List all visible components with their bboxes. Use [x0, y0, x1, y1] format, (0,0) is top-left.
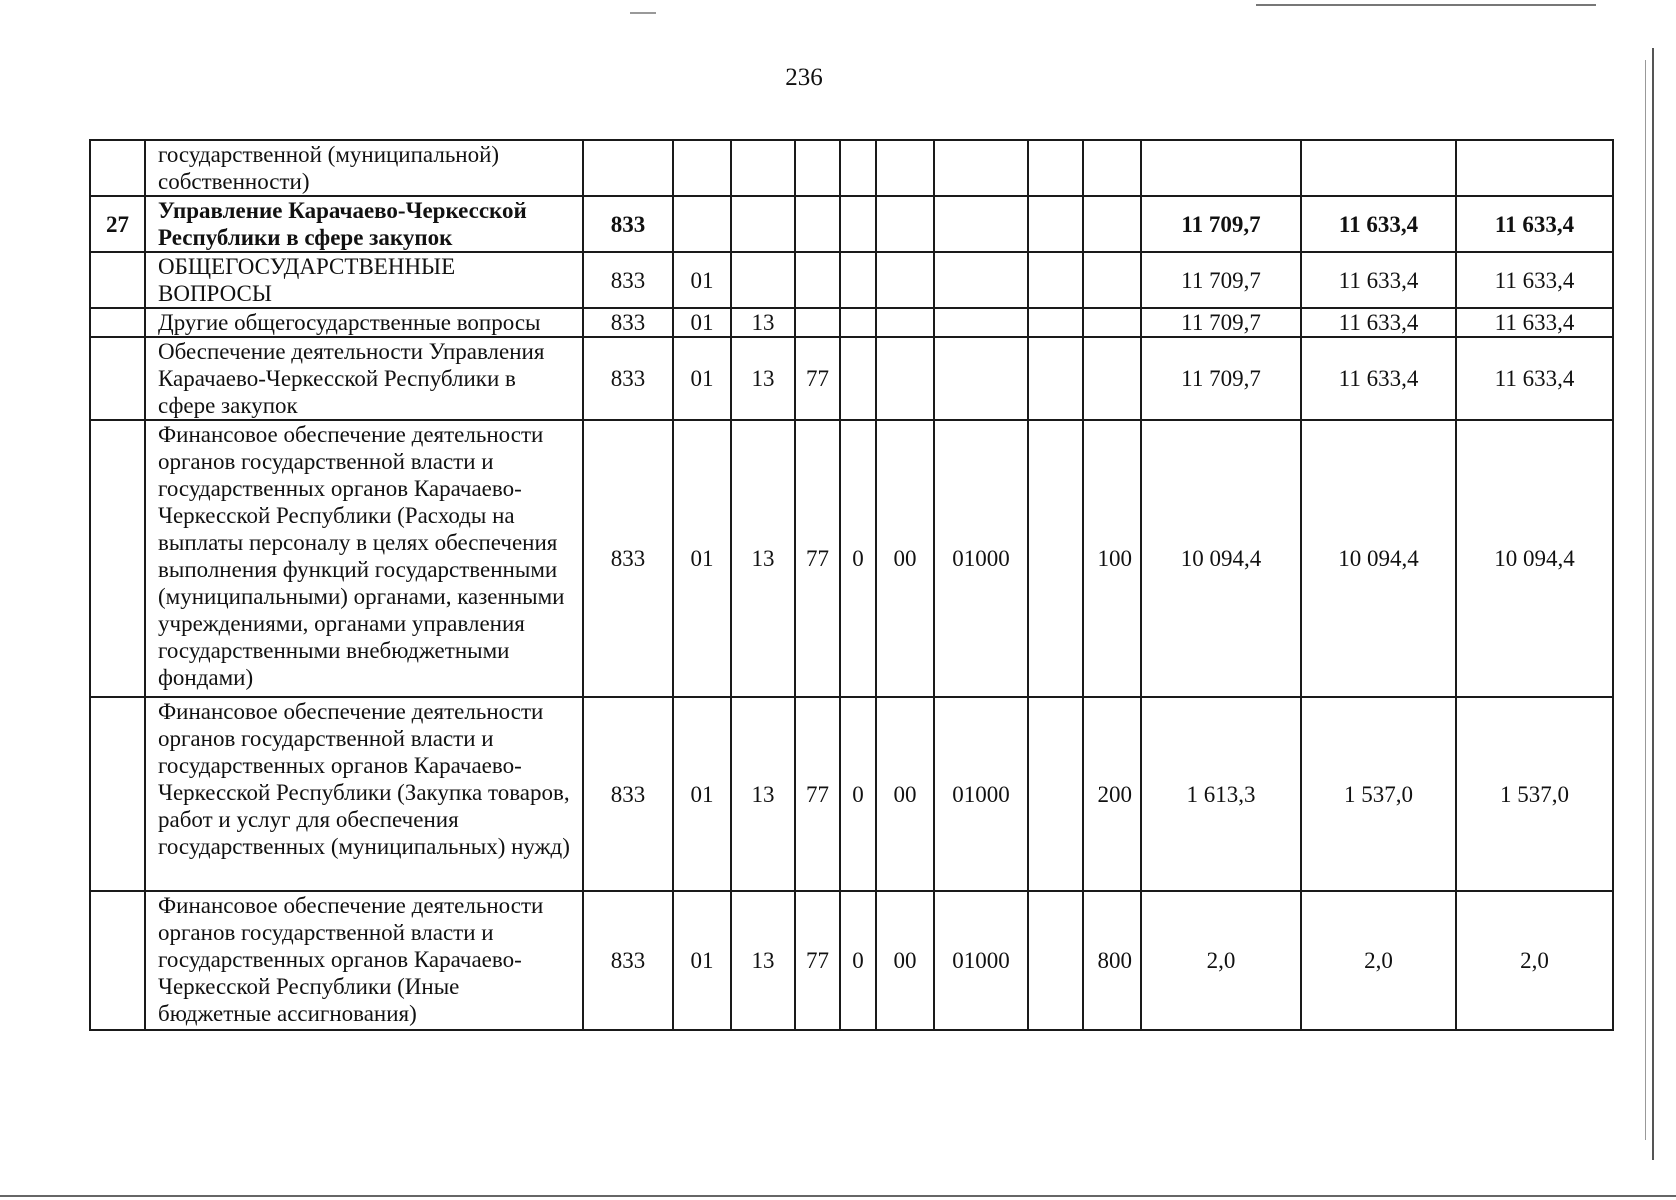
code-subsection: 13 — [731, 891, 795, 1030]
table-row — [90, 337, 1613, 420]
row-number — [90, 337, 145, 420]
scan-edge-line — [1645, 60, 1646, 1140]
row-name: Финансовое обеспечение деятельности органов государственной власти и государственных органов Карачаево-Черкесской Республики (Закупка товаров, работ и услуг для обеспечения государственных (муниципальных) нужд) — [145, 697, 583, 891]
code-ministry: 833 — [583, 697, 673, 891]
value-year-2: 11 633,4 — [1301, 308, 1456, 337]
value-year-2: 11 633,4 — [1301, 252, 1456, 308]
code-activity — [876, 196, 934, 252]
code-expense-type — [1083, 252, 1141, 308]
value-year-2 — [1301, 140, 1456, 196]
code-expense-type: 100 — [1083, 420, 1141, 697]
value-year-1: 10 094,4 — [1141, 420, 1301, 697]
code-subprogram — [840, 196, 876, 252]
value-year-1: 11 709,7 — [1141, 196, 1301, 252]
code-extra — [1028, 420, 1083, 697]
code-ministry: 833 — [583, 196, 673, 252]
value-year-3: 1 537,0 — [1456, 697, 1613, 891]
code-extra — [1028, 697, 1083, 891]
code-section: 01 — [673, 337, 731, 420]
code-direction — [934, 252, 1028, 308]
code-activity: 00 — [876, 420, 934, 697]
row-number — [90, 891, 145, 1030]
code-section — [673, 140, 731, 196]
code-subprogram — [840, 140, 876, 196]
table-row — [90, 308, 1613, 337]
code-activity — [876, 252, 934, 308]
code-subsection — [731, 196, 795, 252]
code-section: 01 — [673, 420, 731, 697]
row-name: Управление Карачаево-Черкесской Республики в сфере закупок — [145, 196, 583, 252]
table-row — [90, 697, 1613, 891]
code-direction — [934, 140, 1028, 196]
code-ministry: 833 — [583, 308, 673, 337]
code-expense-type: 800 — [1083, 891, 1141, 1030]
value-year-2: 11 633,4 — [1301, 196, 1456, 252]
scan-edge-line — [1652, 48, 1654, 1160]
value-year-1 — [1141, 140, 1301, 196]
row-number: 27 — [90, 196, 145, 252]
value-year-2: 2,0 — [1301, 891, 1456, 1030]
code-extra — [1028, 252, 1083, 308]
code-ministry: 833 — [583, 337, 673, 420]
code-direction — [934, 196, 1028, 252]
code-expense-type — [1083, 140, 1141, 196]
code-program: 77 — [795, 420, 840, 697]
code-extra — [1028, 891, 1083, 1030]
code-direction — [934, 337, 1028, 420]
code-extra — [1028, 308, 1083, 337]
code-direction — [934, 308, 1028, 337]
code-section: 01 — [673, 252, 731, 308]
code-section: 01 — [673, 697, 731, 891]
scan-edge-line — [630, 12, 656, 14]
code-program — [795, 252, 840, 308]
code-subsection: 13 — [731, 697, 795, 891]
row-number — [90, 697, 145, 891]
code-program: 77 — [795, 337, 840, 420]
code-ministry: 833 — [583, 891, 673, 1030]
value-year-1: 11 709,7 — [1141, 308, 1301, 337]
value-year-3: 10 094,4 — [1456, 420, 1613, 697]
code-subprogram: 0 — [840, 891, 876, 1030]
code-activity: 00 — [876, 891, 934, 1030]
table-row — [90, 891, 1613, 1030]
code-extra — [1028, 140, 1083, 196]
code-program: 77 — [795, 891, 840, 1030]
row-name: государственной (муниципальной) собственности) — [145, 140, 583, 196]
scan-edge-line — [0, 1195, 1676, 1197]
value-year-3: 11 633,4 — [1456, 337, 1613, 420]
value-year-3: 11 633,4 — [1456, 308, 1613, 337]
value-year-1: 11 709,7 — [1141, 252, 1301, 308]
table-row — [90, 140, 1613, 196]
code-direction: 01000 — [934, 891, 1028, 1030]
value-year-3: 11 633,4 — [1456, 252, 1613, 308]
row-number — [90, 420, 145, 697]
code-expense-type — [1083, 337, 1141, 420]
code-direction: 01000 — [934, 420, 1028, 697]
code-subprogram: 0 — [840, 420, 876, 697]
code-subprogram — [840, 308, 876, 337]
code-subsection: 13 — [731, 337, 795, 420]
value-year-2: 1 537,0 — [1301, 697, 1456, 891]
row-name: Другие общегосударственные вопросы — [145, 308, 583, 337]
code-program — [795, 196, 840, 252]
code-subsection — [731, 252, 795, 308]
row-number — [90, 252, 145, 308]
table-row — [90, 252, 1613, 308]
code-expense-type — [1083, 196, 1141, 252]
code-program: 77 — [795, 697, 840, 891]
code-ministry — [583, 140, 673, 196]
code-direction: 01000 — [934, 697, 1028, 891]
code-subprogram — [840, 252, 876, 308]
code-ministry: 833 — [583, 252, 673, 308]
code-subsection: 13 — [731, 420, 795, 697]
code-expense-type — [1083, 308, 1141, 337]
code-subsection: 13 — [731, 308, 795, 337]
row-name: Финансовое обеспечение деятельности органов государственной власти и государственных органов Карачаево-Черкесской Республики (Иные бюджетные ассигнования) — [145, 891, 583, 1030]
code-activity: 00 — [876, 697, 934, 891]
value-year-2: 10 094,4 — [1301, 420, 1456, 697]
code-subprogram — [840, 337, 876, 420]
code-subprogram: 0 — [840, 697, 876, 891]
code-section: 01 — [673, 891, 731, 1030]
row-number — [90, 140, 145, 196]
value-year-2: 11 633,4 — [1301, 337, 1456, 420]
code-extra — [1028, 337, 1083, 420]
value-year-1: 11 709,7 — [1141, 337, 1301, 420]
code-activity — [876, 308, 934, 337]
code-program — [795, 308, 840, 337]
row-name: Обеспечение деятельности Управления Карачаево-Черкесской Республики в сфере закупок — [145, 337, 583, 420]
value-year-1: 1 613,3 — [1141, 697, 1301, 891]
code-extra — [1028, 196, 1083, 252]
value-year-1: 2,0 — [1141, 891, 1301, 1030]
value-year-3 — [1456, 140, 1613, 196]
code-expense-type: 200 — [1083, 697, 1141, 891]
row-name: Финансовое обеспечение деятельности органов государственной власти и государственных органов Карачаево-Черкесской Республики (Расходы на выплаты персоналу в целях обеспечения выполнения функций государственными (муниципальными) органами, казенными учреждениями, органами управления государственными внебюджетными фондами) — [145, 420, 583, 697]
code-subsection — [731, 140, 795, 196]
value-year-3: 11 633,4 — [1456, 196, 1613, 252]
code-program — [795, 140, 840, 196]
table-row — [90, 196, 1613, 252]
scan-edge-line — [1256, 4, 1596, 6]
budget-table — [89, 139, 1614, 1031]
code-activity — [876, 140, 934, 196]
value-year-3: 2,0 — [1456, 891, 1613, 1030]
row-number — [90, 308, 145, 337]
code-ministry: 833 — [583, 420, 673, 697]
code-activity — [876, 337, 934, 420]
code-section: 01 — [673, 308, 731, 337]
code-section — [673, 196, 731, 252]
page-number: 236 — [785, 64, 823, 91]
table-row — [90, 420, 1613, 697]
row-name: ОБЩЕГОСУДАРСТВЕННЫЕ ВОПРОСЫ — [145, 252, 583, 308]
